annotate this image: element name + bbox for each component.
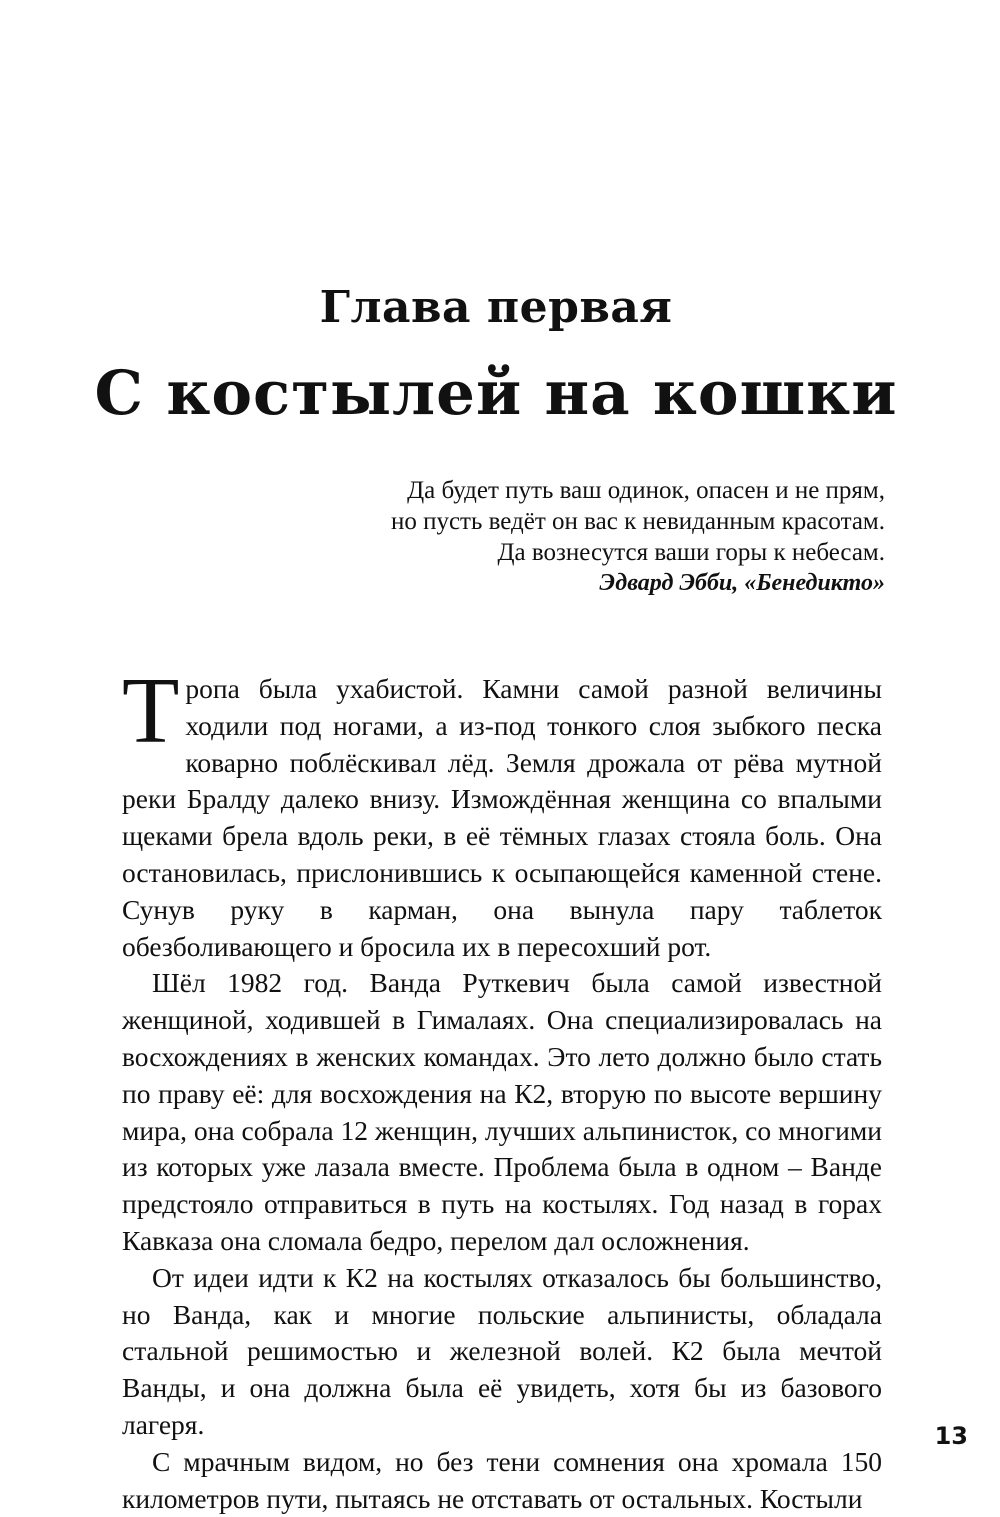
paragraph: Шёл 1982 год. Ванда Руткевич была самой известной женщиной, ходившей в Гималаях. Она специализировалась на восхождениях в женских командах. Это лето должно было стать по праву её: для восхождения на К2, вторую по высоте вершину мира, она собрала 12 женщин, лучших альпинисток, со многими из которых уже лазала вместе. Проблема была в одном – Ванде предстояло отправиться в путь на костылях. Год назад в горах Кавказа она сломала бедро, перелом дал осложнения. — [122, 967, 882, 1256]
epigraph-attribution: Эдвард Эбби, «Бенедикто» — [599, 570, 885, 596]
epigraph-line: Да вознесутся ваши горы к небесам. — [497, 539, 885, 566]
paragraph: С мрачным видом, но без тени сомнения она хромала 150 километров пути, пытаясь не отставать от остальных. Костыли — [122, 1445, 882, 1514]
epigraph — [285, 475, 885, 599]
body-text — [122, 659, 882, 1517]
page-number: 13 — [934, 1422, 968, 1450]
paragraph: От идеи идти к К2 на костылях отказалось бы большинство, но Ванда, как и многие польские альпинисты, обладала стальной решимостью и железной волей. К2 была мечтой Ванды, и она должна была её увидеть, хотя бы из базового лагеря. — [122, 1261, 882, 1440]
chapter-title: С костылей на кошки — [94, 358, 898, 429]
paragraph-text: ропа была ухабистой. Камни самой разной величины ходили под ногами, а из-под тонкого слоя зыбкого песка коварно поблёскивал лёд. Земля дрожала от рёва мутной реки Бралду далеко внизу. Измождённая женщина со впалыми щеками брела вдоль реки, в её тёмных глазах стояла боль. Она остановилась, прислонившись к осыпающейся каменной стене. Сунув руку в карман, она вынула пару таблеток обезболивающего и бросила их в пересохший рот. — [122, 673, 882, 962]
drop-cap: Т — [122, 659, 180, 763]
epigraph-line: Да будет путь ваш одинок, опасен и не прям, — [407, 477, 885, 504]
chapter-label: Глава первая — [319, 282, 673, 333]
epigraph-line: но пусть ведёт он вас к невиданным красотам. — [390, 508, 885, 535]
paragraph — [122, 659, 882, 965]
